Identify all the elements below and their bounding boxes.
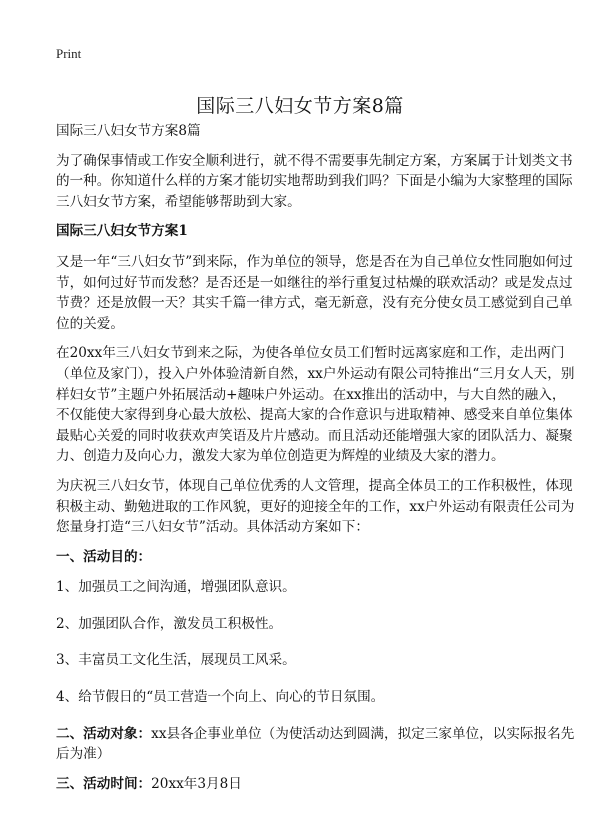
page-title: 国际三八妇女节方案8篇 xyxy=(196,94,404,117)
section-heading-plan-1: 国际三八妇女节方案1 xyxy=(56,223,188,240)
purpose-item: 2、加强团队合作，激发员工积极性。 xyxy=(56,615,283,632)
purpose-heading: 一、活动目的： xyxy=(56,548,152,565)
target-label: 二、活动对象： xyxy=(56,725,152,742)
document-body xyxy=(56,121,576,803)
target-text: xx县各企事业单位（为使活动达到圆满，拟定三家单位，以实际报名先后为准） xyxy=(56,725,575,763)
purpose-item: 3、丰富员工文化生活，展现员工风采。 xyxy=(56,652,296,669)
document-subtitle: 国际三八妇女节方案8篇 xyxy=(56,123,201,139)
paragraph-1: 又是一年“三八妇女节”到来际，作为单位的领导，您是否在为自己单位女性同胞如何过节，如何过好节而发愁？是否还是一如继往的举行重复过枯燥的联欢活动？或是发点过节费？还是放假一天？其实千篇一律方式，毫无新意，没有充分使女员工感觉到自己单位的关爱。 xyxy=(56,253,573,332)
purpose-item: 1、加强员工之间沟通，增强团队意识。 xyxy=(56,579,296,596)
print-link[interactable]: Print xyxy=(56,46,82,61)
purpose-item: 4、给节假日的“员工营造一个向上、向心的节日氛围。 xyxy=(56,689,385,706)
time-label: 三、活动时间： xyxy=(56,775,152,792)
target-section xyxy=(56,724,576,765)
time-section xyxy=(56,774,576,795)
time-text: 20xx年3月8日 xyxy=(151,775,242,792)
paragraph-3: 为庆祝三八妇女节，体现自己单位优秀的人文管理，提高全体员工的工作积极性，体现积极主动、勤勉进取的工作风貌，更好的迎接全年的工作，xx户外运动有限责任公司为您量身打造“三八妇女节”活动。具体活动方案如下： xyxy=(56,477,575,536)
paragraph-2: 在20xx年三八妇女节到来之际，为使各单位女员工们暂时远离家庭和工作，走出两门（单位及家门），投入户外体验清新自然，xx户外运动有限公司特推出“三月女人天，别样妇女节”主题户外拓展活动+趣味户外运动。在xx推出的活动中，与大自然的融入，不仅能使大家得到身心最大放松、提高大家的合作意识与进取精神、感受来自单位集体最贴心关爱的同时收获欢声笑语及片片感动。而且活动还能增强大家的团队活力、凝聚力、创造力及向心力，激发大家为单位创造更为辉煌的业绩及大家的潜力。 xyxy=(56,345,575,465)
intro-paragraph: 为了确保事情或工作安全顺利进行，就不得不需要事先制定方案，方案属于计划类文书的一种。你知道什么样的方案才能切实地帮助到我们吗？下面是小编为大家整理的国际三八妇女节方案，希望能够帮助到大家。 xyxy=(56,152,573,210)
